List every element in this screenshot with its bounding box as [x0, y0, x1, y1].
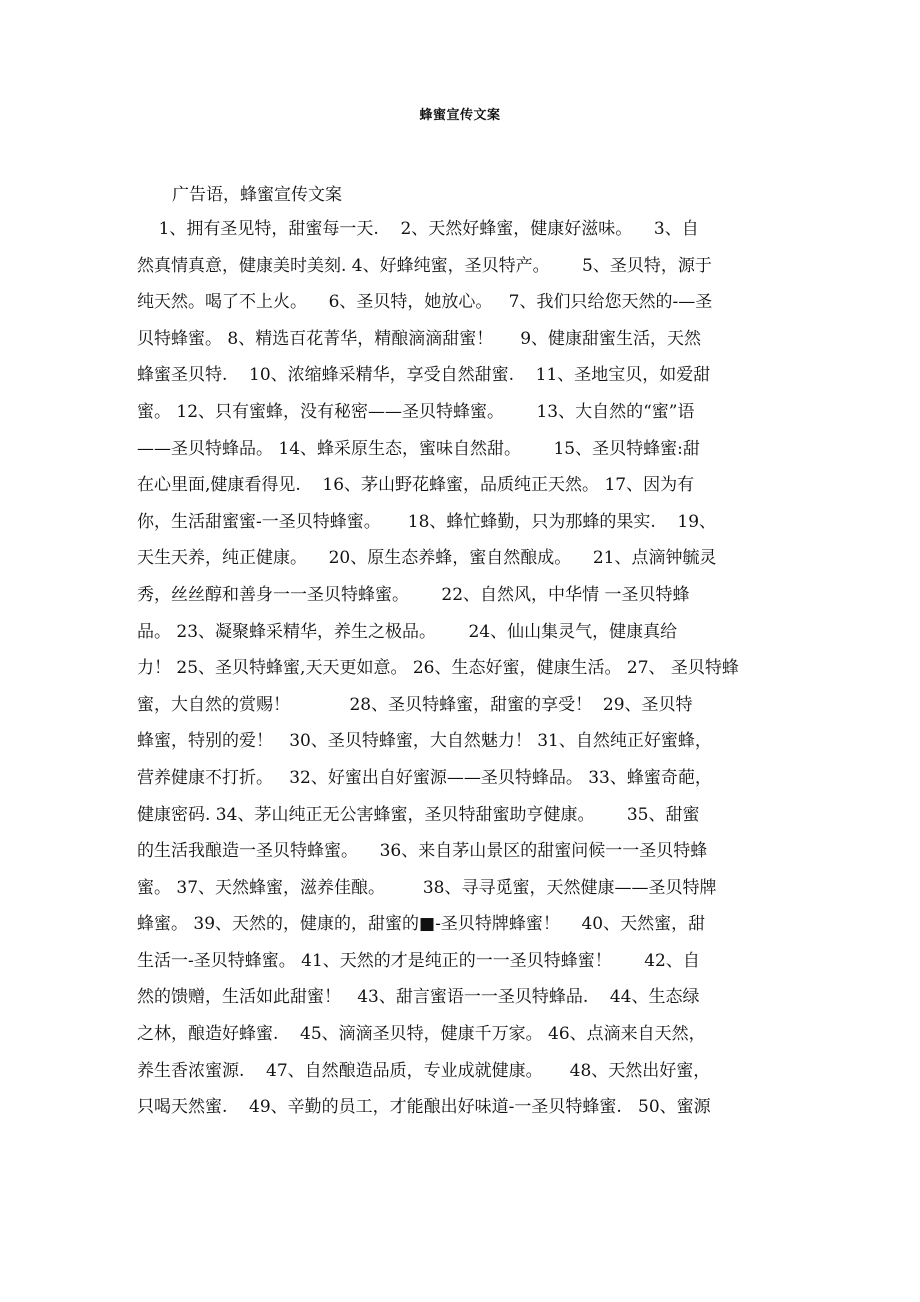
body-text-line: 秀，丝丝醇和善身一一圣贝特蜂蜜。 22、自然风，中华情 一圣贝特蜂 — [137, 584, 690, 605]
body-text-line: 纯天然。喝了不上火。 6、圣贝特，她放心。 7、我们只给您天然的-—圣 — [137, 292, 713, 313]
body-text-line: 健康密码. 34、茅山纯正无公害蜂蜜，圣贝特甜蜜助亨健康。 35、甜蜜 — [137, 804, 700, 825]
body-text-line: 之林，酿造好蜂蜜. 45、滴滴圣贝特，健康千万家。 46、点滴来自天然， — [137, 1024, 706, 1045]
body-text-line: 蜂蜜。 39、天然的，健康的，甜蜜的■-圣贝特牌蜂蜜！ 40、天然蜜，甜 — [137, 914, 706, 935]
body-text-line: 贝特蜂蜜。 8、精选百花菁华，精酿滴滴甜蜜！ 9、健康甜蜜生活，天然 — [137, 328, 702, 349]
body-text-line: 生活一-圣贝特蜂蜜。 41、天然的才是纯正的一一圣贝特蜂蜜！ 42、自 — [137, 950, 700, 971]
body-text-line: 天生天养，纯正健康。 20、原生态养蜂，蜜自然酿成。 21、点滴钟毓灵 — [137, 548, 717, 569]
body-text-line: 力！ 25、圣贝特蜂蜜,天天更如意。 26、生态好蜜，健康生活。 27、 圣贝特蜂 — [137, 658, 739, 679]
body-text-line: 品。 23、凝聚蜂采精华，养生之极品。 24、仙山集灵气，健康真给 — [137, 621, 678, 642]
body-text-line: 的生活我酿造一圣贝特蜂蜜。 36、来自茅山景区的甜蜜问候一一圣贝特蜂 — [137, 841, 708, 862]
body-text-line: 然的馈赠，生活如此甜蜜！ 43、甜言蜜语一一圣贝特蜂品. 44、生态绿 — [137, 987, 700, 1008]
body-text-line: 1、拥有圣见特，甜蜜每一天. 2、天然好蜂蜜，健康好滋味。 3、自 — [137, 219, 699, 239]
document-title: 蜂蜜宣传文案 — [419, 108, 501, 123]
body-text-line: 蜂蜜，特别的爱！ 30、圣贝特蜂蜜，大自然魅力！ 31、自然纯正好蜜蜂， — [137, 731, 712, 752]
document-subtitle: 广告语，蜂蜜宣传文案 — [172, 185, 342, 205]
body-text-line: 然真情真意，健康美时美刻. 4、好蜂纯蜜，圣贝特产。 5、圣贝特，源于 — [137, 255, 712, 276]
body-text-line: 只喝天然蜜. 49、辛勤的员工，才能酿出好味道-一圣贝特蜂蜜. 50、蜜源 — [137, 1097, 711, 1118]
body-text-line: 在心里面,健康看得见. 16、茅山野花蜂蜜，品质纯正天然。 17、因为有 — [137, 475, 695, 496]
body-text-line: 养生香浓蜜源. 47、自然酿造品质，专业成就健康。 48、天然出好蜜， — [137, 1060, 711, 1081]
body-text-line: ——圣贝特蜂品。 14、蜂采原生态，蜜味自然甜。 15、圣贝特蜂蜜:甜 — [137, 438, 700, 459]
body-text-line: 营养健康不打折。 32、好蜜出自好蜜源——圣贝特蜂品。 33、蜂蜜奇葩， — [137, 767, 712, 788]
body-text — [137, 216, 797, 1131]
body-text-line: 蜜。 12、只有蜜蜂，没有秘密——圣贝特蜂蜜。 13、大自然的“蜜”语 — [137, 401, 695, 422]
body-text-line: 蜜。 37、天然蜂蜜，滋养佳酿。 38、寻寻觅蜜，天然健康——圣贝特牌 — [137, 877, 717, 898]
body-text-line: 蜜，大自然的赏赐！ 28、圣贝特蜂蜜，甜蜜的享受！ 29、圣贝特 — [137, 694, 693, 715]
body-text-line: 你，生活甜蜜蜜-一圣贝特蜂蜜。 18、蜂忙蜂勤，只为那蜂的果实. 19、 — [137, 511, 717, 532]
body-text-line: 蜂蜜圣贝特. 10、浓缩蜂采精华，享受自然甜蜜. 11、圣地宝贝，如爱甜 — [137, 365, 711, 386]
